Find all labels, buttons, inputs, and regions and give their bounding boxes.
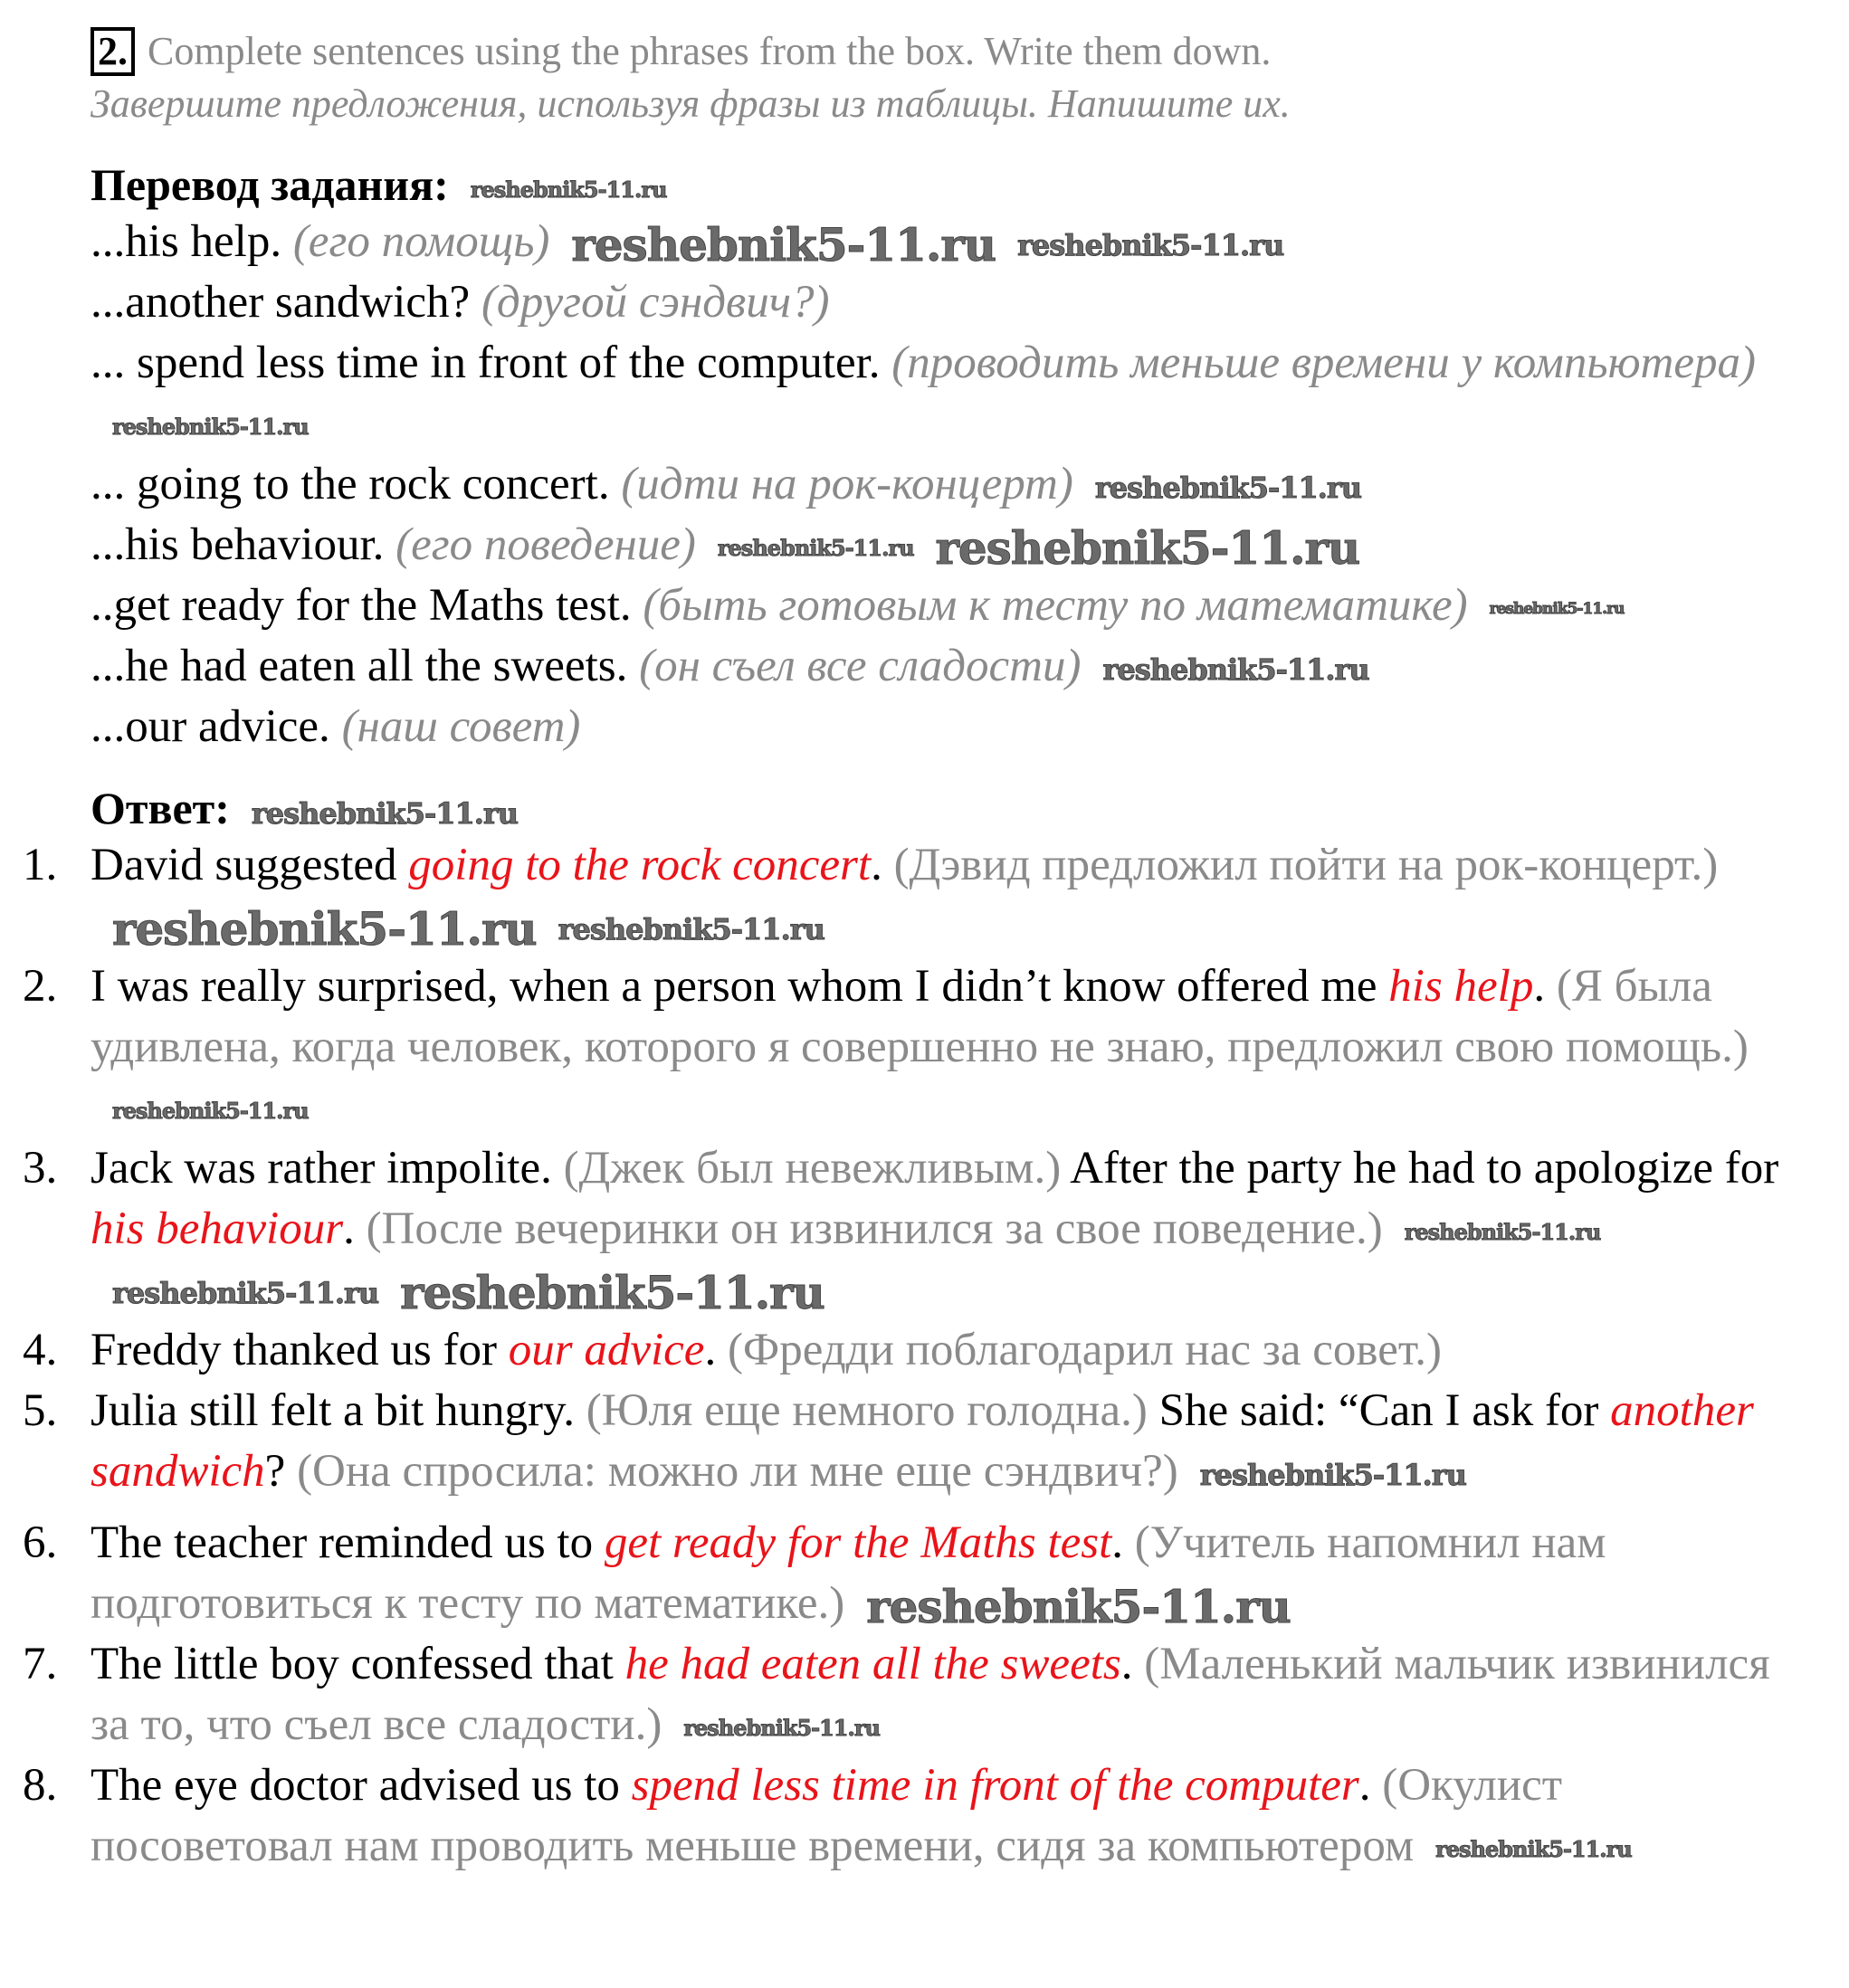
answer-phrase: get ready for the Maths test <box>604 1517 1112 1568</box>
translation-item <box>91 333 1792 454</box>
exercise-number: 2. <box>91 27 135 76</box>
answer-text: ? <box>264 1446 298 1497</box>
translation-item <box>91 636 1792 697</box>
watermark: reshebnik5-11.ru <box>1017 228 1284 263</box>
answer-text: After the party he had to apologize for <box>1061 1143 1779 1194</box>
answer-heading-row <box>91 781 1849 835</box>
watermark: reshebnik5-11.ru <box>112 902 537 956</box>
answer-text: I was really surprised, when a person whom I didn’t know offered me <box>91 961 1389 1012</box>
answer-text: The little boy confessed that <box>91 1639 625 1689</box>
answer-number: 5. <box>23 1385 58 1436</box>
translation-heading: Перевод задания: <box>91 159 449 210</box>
answer-number: 7. <box>23 1639 58 1689</box>
translation-item <box>91 697 1792 757</box>
instruction-en: Complete sentences using the phrases from the box. Write them down. <box>148 29 1272 73</box>
answer-text: Julia still felt a bit hungry. <box>91 1385 586 1436</box>
watermark: reshebnik5-11.ru <box>866 1580 1291 1634</box>
watermark: reshebnik5-11.ru <box>717 535 914 562</box>
answer-phrase: spend less time in front of the computer <box>631 1760 1359 1811</box>
watermark: reshebnik5-11.ru <box>400 1266 824 1320</box>
watermark: reshebnik5-11.ru <box>1489 599 1625 618</box>
answer-number: 2. <box>23 961 58 1012</box>
watermark: reshebnik5-11.ru <box>1404 1219 1601 1246</box>
phrase-en: ..get ready for the Maths test. <box>91 580 632 631</box>
watermark: reshebnik5-11.ru <box>935 521 1360 575</box>
answer-number: 1. <box>23 840 58 890</box>
answer-text: The eye doctor advised us to <box>91 1760 632 1811</box>
answer-item <box>0 1138 1810 1320</box>
phrase-en: ...he had eaten all the sweets. <box>91 641 628 691</box>
answer-item <box>0 1320 1810 1381</box>
watermark: reshebnik5-11.ru <box>470 176 667 203</box>
watermark: reshebnik5-11.ru <box>558 912 824 947</box>
phrase-ru: (его поведение) <box>396 519 696 570</box>
watermark: reshebnik5-11.ru <box>112 1098 309 1125</box>
answer-text: Jack was rather impolite. <box>91 1143 564 1194</box>
answer-translation: (Дэвид предложил пойти на рок-концерт.) <box>893 840 1719 890</box>
answer-text: Freddy thanked us for <box>91 1325 509 1375</box>
answer-item <box>0 1381 1810 1502</box>
answer-number: 6. <box>23 1517 58 1568</box>
answer-text: . <box>1111 1517 1135 1568</box>
answer-translation: (Я была удивлена, когда человек, которого я совершенно не знаю, предложил свою помощь.) <box>91 961 1749 1072</box>
watermark: reshebnik5-11.ru <box>1102 652 1369 688</box>
answer-list <box>0 835 1849 1877</box>
answer-translation: (Учитель напомнил нам подготовиться к тесту по математике.) <box>91 1517 1606 1629</box>
answer-number: 3. <box>23 1143 58 1194</box>
phrase-ru: (он съел все сладости) <box>639 641 1082 691</box>
answer-item <box>0 1755 1810 1877</box>
answer-text: She said: “Can I ask for <box>1147 1385 1611 1436</box>
phrase-en: ... spend less time in front of the computer. <box>91 338 881 388</box>
answer-item <box>0 1634 1810 1755</box>
answer-text: . <box>1358 1760 1383 1811</box>
answer-text: David suggested <box>91 840 409 890</box>
answer-phrase: he had eaten all the sweets <box>624 1639 1121 1689</box>
answer-phrase: his help <box>1388 961 1534 1012</box>
phrase-ru: (его помощь) <box>292 216 550 267</box>
watermark: reshebnik5-11.ru <box>1199 1458 1466 1493</box>
watermark: reshebnik5-11.ru <box>251 795 519 831</box>
answer-text: . <box>343 1203 367 1254</box>
watermark: reshebnik5-11.ru <box>1435 1836 1632 1863</box>
answer-text: . <box>1120 1639 1145 1689</box>
answer-phrase: going to the rock concert <box>408 840 872 890</box>
phrase-en: ...another sandwich? <box>91 277 471 328</box>
watermark: reshebnik5-11.ru <box>112 414 309 441</box>
translation-item <box>91 212 1792 272</box>
answer-phrase: his behaviour <box>91 1203 344 1254</box>
answer-translation: (Фредди поблагодарил нас за совет.) <box>727 1325 1443 1375</box>
answer-phrase: another sandwich <box>91 1385 1754 1497</box>
phrase-en: ...his behaviour. <box>91 519 385 570</box>
answer-translation: (Джек был невежливым.) <box>563 1143 1062 1194</box>
answer-phrase: our advice <box>508 1325 705 1375</box>
exercise-header <box>91 25 1849 78</box>
phrase-en: ...our advice. <box>91 701 330 752</box>
translation-heading-row <box>91 157 1849 212</box>
answer-translation: (Окулист посоветовал нам проводить меньше времени, сидя за компьютером <box>91 1760 1563 1871</box>
answer-number: 8. <box>23 1760 58 1811</box>
watermark: reshebnik5-11.ru <box>1094 471 1362 506</box>
answer-item <box>0 1513 1810 1634</box>
phrase-ru: (наш совет) <box>341 701 581 752</box>
answer-number: 4. <box>23 1325 58 1375</box>
watermark: reshebnik5-11.ru <box>571 218 996 272</box>
watermark: reshebnik5-11.ru <box>683 1715 880 1742</box>
phrase-ru: (идти на рок-концерт) <box>621 459 1073 509</box>
answer-translation: (Маленький мальчик извинился за то, что съел все сладости.) <box>91 1639 1770 1750</box>
answer-text: . <box>1533 961 1557 1012</box>
watermark: reshebnik5-11.ru <box>112 1276 379 1311</box>
translation-list <box>91 212 1792 757</box>
translation-item <box>91 515 1792 575</box>
answer-translation: (Она спросила: можно ли мне еще сэндвич?) <box>297 1446 1178 1497</box>
answer-heading: Ответ: <box>91 783 230 833</box>
answer-text: . <box>871 840 894 890</box>
phrase-ru: (проводить меньше времени у компьютера) <box>891 338 1756 388</box>
phrase-en: ...his help. <box>91 216 282 267</box>
answer-translation: (Юля еще немного голодна.) <box>586 1385 1148 1436</box>
answer-item <box>0 835 1810 956</box>
phrase-en: ... going to the rock concert. <box>91 459 610 509</box>
translation-item <box>91 272 1792 333</box>
translation-item <box>91 454 1792 515</box>
instruction-ru: Завершите предложения, используя фразы из таблицы. Напишите их. <box>91 81 1291 126</box>
answer-text: . <box>704 1325 728 1375</box>
translation-item <box>91 575 1792 636</box>
answer-text: The teacher reminded us to <box>91 1517 605 1568</box>
phrase-ru: (другой сэндвич?) <box>481 277 830 328</box>
answer-item <box>0 956 1810 1138</box>
answer-translation: (После вечеринки он извинился за свое поведение.) <box>366 1203 1383 1254</box>
phrase-ru: (быть готовым к тесту по математике) <box>643 580 1468 631</box>
